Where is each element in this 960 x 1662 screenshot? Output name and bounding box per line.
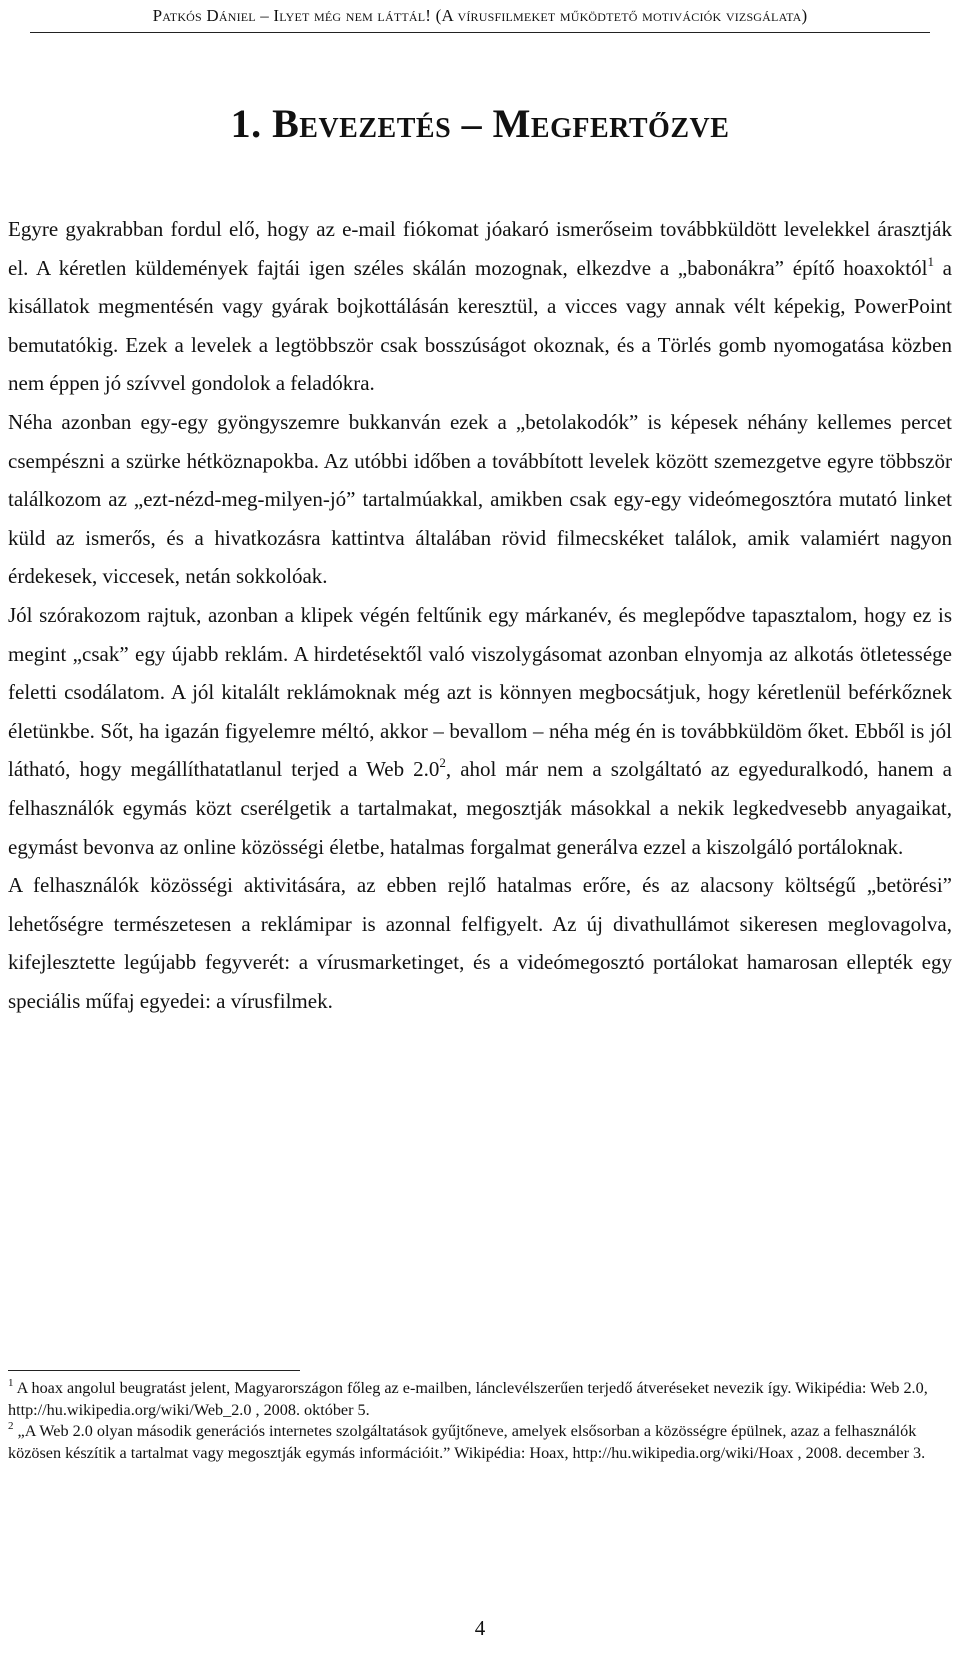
paragraph-4: A felhasználók közösségi aktivitására, az ebben rejlő hatalmas erőre, és az alacsony költségű „betörési” lehetőségre természetesen a reklámipar is azonnal felfigyelt. Az új divathullámot sikeresen meglovagolva, kifejlesztette legújabb fegyverét: a vírusmarketinget, és a videómegosztó portálokat hamarosan ellepték egy speciális műfaj egyedei: a vírusfilmek. <box>8 873 952 1013</box>
footnote-separator <box>8 1370 300 1371</box>
footnote-1-number: 1 <box>8 1377 14 1389</box>
footnote-ref-2[interactable]: 2 <box>439 755 446 771</box>
footnote-2 <box>8 1421 952 1464</box>
header-rule <box>30 32 930 33</box>
paragraph-1 <box>8 210 952 403</box>
footnote-1-text: A hoax angolul beugratást jelent, Magyarországon főleg az e-mailben, lánclevélszerűen terjedő átveréseket nevezik így. Wikipédia: Web 2.0, http://hu.wikipedia.org/wiki/Web_2.0 , 2008. október 5. <box>8 1379 928 1419</box>
paragraph-1-part-b: a kisállatok megmentésén vagy gyárak bojkottálásán keresztül, a vicces vagy annak vélt képekig, PowerPoint bemutatókig. Ezek a levelek a legtöbbször csak bosszúságot okoznak, és a Törlés gomb nyomogatása közben nem éppen jó szívvel gondolok a feladókra. <box>8 255 952 396</box>
page-number: 4 <box>474 1616 486 1640</box>
paragraph-3-part-a: Jól szórakozom rajtuk, azonban a klipek végén feltűnik egy márkanév, és meglepődve tapasztalom, hogy ez is megint „csak” egy újabb reklám. A hirdetésektől való viszolygásomat azonban elnyomja az alkotás ötletessége feletti csodálatom. A jól kitalált reklámoknak még azt is könnyen megbocsátjuk, hogy kéretlenül beférkőznek életünkbe. Sőt, ha igazán figyelemre méltó, akkor – bevallom – néha még én is továbbküldöm őket. Ebből is jól látható, hogy megállíthatatlanul terjed a Web 2.0 <box>8 602 952 782</box>
chapter-title: 1. Bevezetés – Megfertőzve <box>230 101 730 146</box>
paragraph-2: Néha azonban egy-egy gyöngyszemre bukkanván ezek a „betolakodók” is képesek néhány kellemes percet csempészni a szürke hétköznapokba. Az utóbbi időben a továbbított levelek között szemezgetve egyre többször találkozom az „ezt-nézd-meg-milyen-jó” tartalmúakkal, amikben csak egy-egy videómegosztóra mutató linket küld az ismerős, és a hivatkozásra kattintva általában rövid filmecskéket találok, amik valamiért nagyon érdekesek, viccesek, netán sokkolóak. <box>8 409 952 589</box>
paragraph-3 <box>8 596 952 866</box>
paragraph-3-part-b: , ahol már nem a szolgáltató az egyeduralkodó, hanem a felhasználók egymás közt cserélgetik a tartalmakat, megosztják másokkal a nekik legkedvesebb anyagaikat, egymást bevonva az online közösségi életbe, hatalmas forgalmat generálva ezzel a kiszolgáló portáloknak. <box>8 757 952 859</box>
footnotes <box>8 1378 952 1464</box>
footnote-2-text: „A Web 2.0 olyan második generációs internetes szolgáltatások gyűjtőneve, amelyek elsősorban a közösségre épülnek, azaz a felhasználók közösen készítik a tartalmat vagy megosztják egymás információit.” Wikipédia: Hoax, http://hu.wikipedia.org/wiki/Hoax , 2008. december 3. <box>8 1422 926 1462</box>
running-header: Patkós Dániel – Ilyet még nem láttál! (A vírusfilmeket működtető motivációk vizsgálata) <box>152 6 808 25</box>
body-text <box>8 210 952 1020</box>
paragraph-1-part-a: Egyre gyakrabban fordul elő, hogy az e-mail fiókomat jóakaró ismerőseim továbbküldött levelekkel árasztják el. A kéretlen küldemények fajtái igen széles skálán mozognak, elkezdve a „babonákra” építő hoaxoktól <box>8 217 952 280</box>
footnote-1 <box>8 1378 952 1421</box>
footnote-ref-1[interactable]: 1 <box>927 253 934 269</box>
footnote-2-number: 2 <box>8 1420 14 1432</box>
